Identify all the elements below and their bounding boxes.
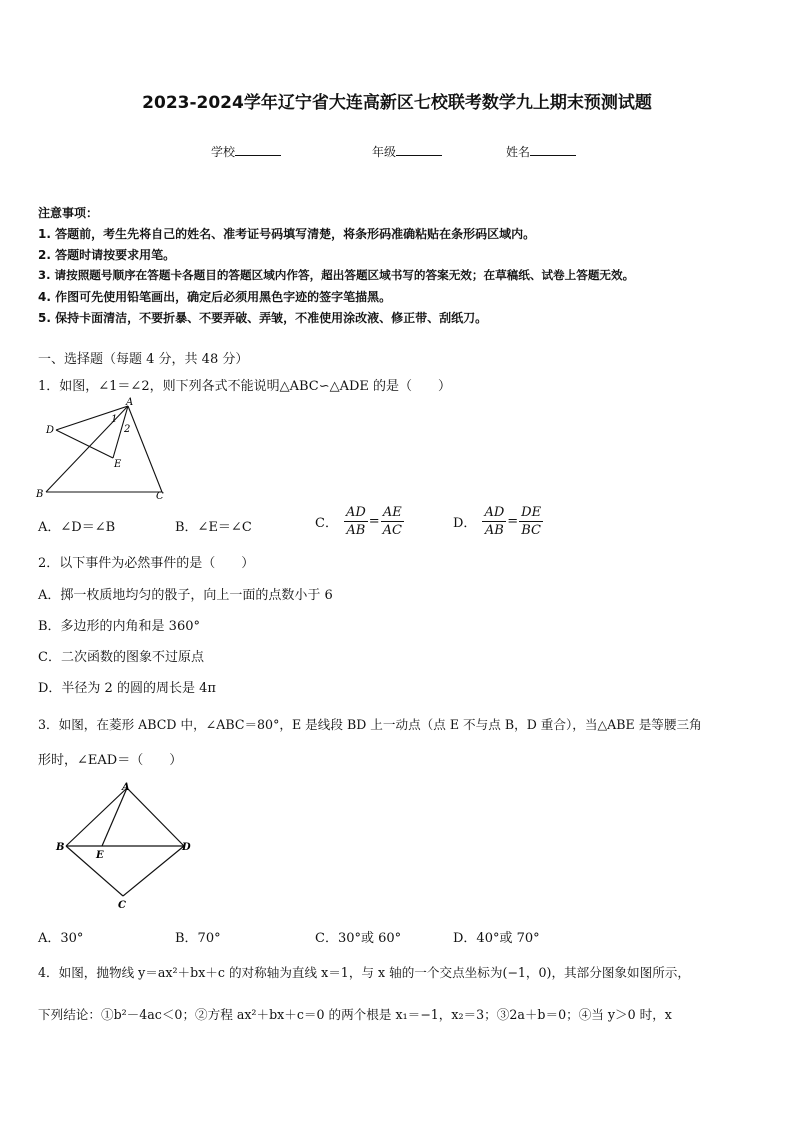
q3-label-A: A bbox=[122, 782, 130, 793]
q1-figure bbox=[30, 396, 180, 504]
q3-label-B: B bbox=[56, 842, 65, 853]
q1-c-frac-2: $\frac{AE}{AC}$ bbox=[382, 505, 403, 538]
q1-label-A: A bbox=[126, 397, 134, 408]
q1-option-d-letter: D． bbox=[453, 516, 477, 531]
q3-stem-line-1: 3．如图，在菱形 ABCD 中，∠ABC＝80°，E 是线段 BD 上一动点（点 E 不与点 B，D 重合），当△ABE 是等腰三角 bbox=[38, 717, 702, 732]
school-field bbox=[211, 143, 281, 160]
q1-d-frac-1: $\frac{AD}{AB}$ bbox=[484, 505, 505, 538]
q2-option-b[interactable]: B．多边形的内角和是 360° bbox=[38, 619, 200, 634]
q3-option-d[interactable]: D．40°或 70° bbox=[453, 931, 540, 946]
school-label: 学校 bbox=[211, 145, 236, 159]
q3-label-E: E bbox=[96, 850, 104, 861]
q1-option-b[interactable]: B．∠E＝∠C bbox=[175, 520, 252, 535]
q3-stem-line-2: 形时，∠EAD＝（ ） bbox=[38, 753, 183, 768]
q3-label-C: C bbox=[118, 900, 126, 911]
q3-option-a[interactable]: A．30° bbox=[38, 931, 84, 946]
q3-figure bbox=[52, 780, 202, 912]
school-blank bbox=[235, 143, 281, 156]
q4-line-1: 4．如图，抛物线 y＝ax²＋bx＋c 的对称轴为直线 x＝1，与 x 轴的一个交点坐标为(−1，0)，其部分图象如图所示， bbox=[38, 965, 690, 980]
q4-line-2: 下列结论：①b²－4ac＜0；②方程 ax²＋bx＋c＝0 的两个根是 x₁＝−1，x₂＝3；③2a＋b＝0；④当 y＞0 时，x bbox=[38, 1007, 672, 1022]
q1-stem: 1．如图，∠1＝∠2，则下列各式不能说明△ABC∽△ADE 的是（ ） bbox=[38, 379, 452, 394]
q1-label-B: B bbox=[36, 489, 44, 500]
q1-c-frac-1: $\frac{AD}{AB}$ bbox=[345, 505, 366, 538]
q1-label-2: 2 bbox=[124, 424, 131, 435]
grade-field bbox=[372, 143, 442, 160]
q1-option-a[interactable]: A．∠D＝∠B bbox=[38, 520, 116, 535]
notice-item-3: 3. 请按照题号顺序在答题卡各题目的答题区域内作答，超出答题区域书写的答案无效；在草稿纸、试卷上答题无效。 bbox=[38, 268, 635, 282]
q3-option-c[interactable]: C．30°或 60° bbox=[315, 931, 402, 946]
exam-title: 2023-2024学年辽宁省大连高新区七校联考数学九上期末预测试题 bbox=[142, 93, 652, 113]
notice-heading: 注意事项： bbox=[38, 206, 99, 220]
grade-blank bbox=[396, 143, 442, 156]
q2-option-d[interactable]: D．半径为 2 的圆的周长是 4π bbox=[38, 681, 216, 696]
q1-option-d[interactable]: D． $\frac{AD}{AB}$ = $\frac{DE}{BC}$ bbox=[453, 505, 542, 538]
name-blank bbox=[530, 143, 576, 156]
section-heading: 一、选择题（每题 4 分，共 48 分） bbox=[38, 352, 249, 367]
grade-label: 年级 bbox=[372, 145, 397, 159]
q1-d-frac-2: $\frac{DE}{BC}$ bbox=[521, 505, 542, 538]
notice-item-5: 5. 保持卡面清洁，不要折暴、不要弄破、弄皱，不准使用涂改液、修正带、刮纸刀。 bbox=[38, 311, 488, 325]
q2-option-a[interactable]: A．掷一枚质地均匀的骰子，向上一面的点数小于 6 bbox=[38, 588, 333, 603]
q1-option-c[interactable]: C． $\frac{AD}{AB}$ = $\frac{AE}{AC}$ bbox=[315, 505, 403, 538]
q1-option-c-letter: C． bbox=[315, 516, 338, 531]
q3-option-b[interactable]: B．70° bbox=[175, 931, 221, 946]
q2-option-c[interactable]: C．二次函数的图象不过原点 bbox=[38, 650, 204, 665]
q1-label-C: C bbox=[156, 491, 164, 502]
q1-label-E: E bbox=[114, 459, 122, 470]
q1-label-D: D bbox=[46, 425, 55, 436]
q1-label-1: 1 bbox=[111, 414, 118, 425]
q3-label-D: D bbox=[182, 842, 191, 853]
name-field bbox=[506, 143, 576, 160]
name-label: 姓名 bbox=[506, 145, 531, 159]
notice-item-2: 2. 答题时请按要求用笔。 bbox=[38, 248, 176, 262]
notice-item-1: 1. 答题前，考生先将自己的姓名、准考证号码填写清楚，将条形码准确粘贴在条形码区域内。 bbox=[38, 227, 536, 241]
q2-stem: 2．以下事件为必然事件的是（ ） bbox=[38, 556, 255, 571]
notice-item-4: 4. 作图可先使用铅笔画出，确定后必须用黑色字迹的签字笔描黑。 bbox=[38, 290, 392, 304]
